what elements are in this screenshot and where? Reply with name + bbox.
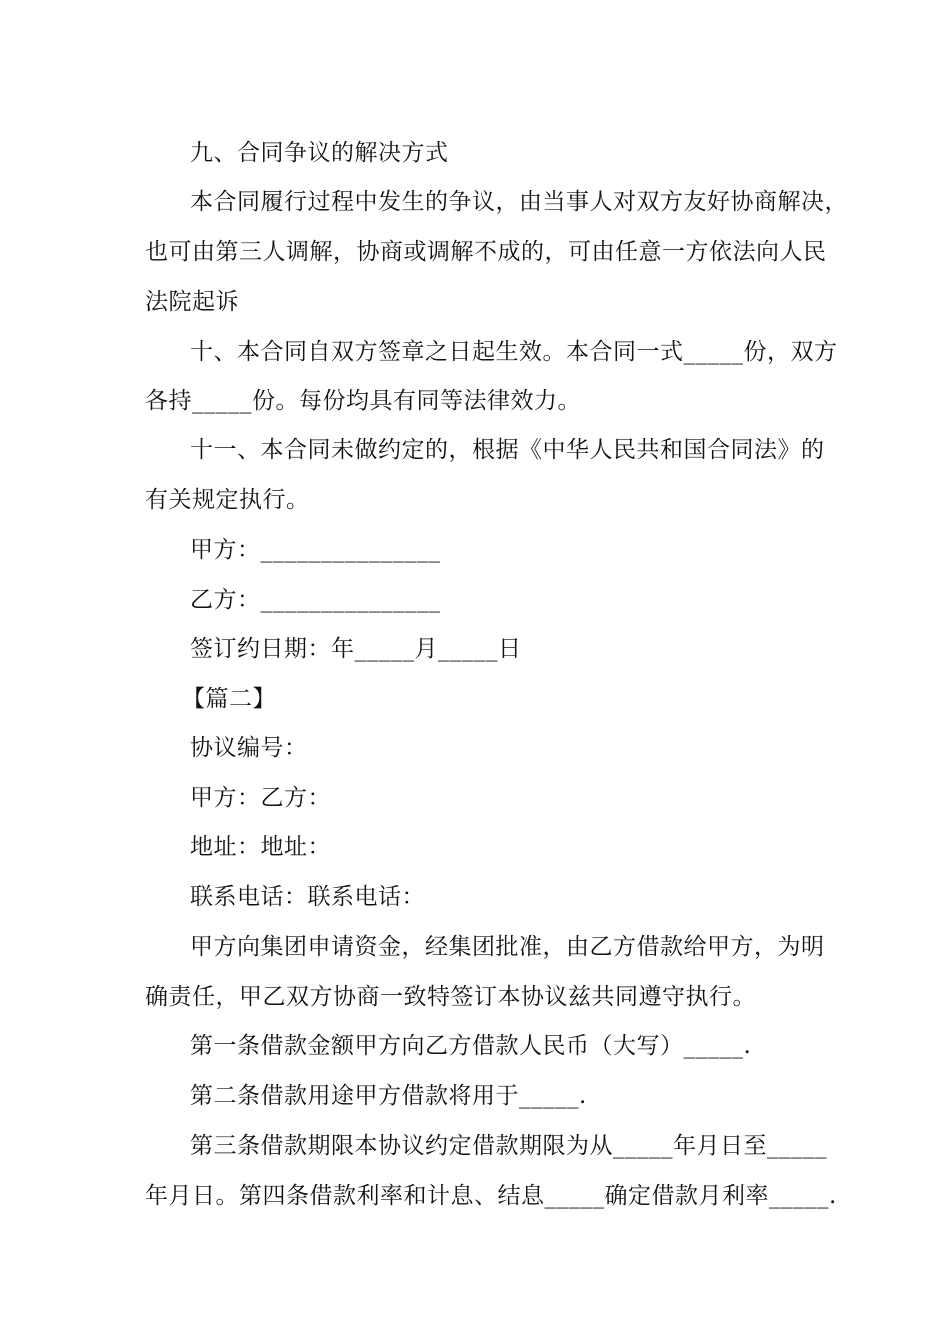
article-three-line: 第三条借款期限本协议约定借款期限为从_____年月日至_____ — [190, 1133, 827, 1159]
article-one-line: 第一条借款金额甲方向乙方借款人民币（大写）_____. — [190, 1033, 752, 1059]
paragraph-line: 法院起诉 — [145, 289, 239, 315]
paragraph-line: 也可由第三人调解，协商或调解不成的，可由任意一方依法向人民 — [145, 239, 827, 265]
party-a-signature-line: 甲方：_______________ — [190, 537, 441, 563]
party-b-signature-line: 乙方：_______________ — [190, 587, 441, 613]
paragraph-line: 甲方向集团申请资金，经集团批准，由乙方借款给甲方，为明 — [190, 934, 825, 960]
section-heading-dispute-resolution: 九、合同争议的解决方式 — [190, 140, 449, 166]
paragraph-line: 确责任，甲乙双方协商一致特签订本协议兹共同遵守执行。 — [145, 984, 756, 1010]
section-title-part-two: 【篇二】 — [182, 686, 276, 712]
paragraph-line: 本合同履行过程中发生的争议，由当事人对双方友好协商解决， — [190, 189, 848, 215]
paragraph-line: 有关规定执行。 — [145, 487, 310, 513]
article-two-line: 第二条借款用途甲方借款将用于_____. — [190, 1083, 587, 1109]
address-line: 地址：地址： — [190, 834, 331, 860]
paragraph-line: 十一、本合同未做约定的，根据《中华人民共和国合同法》的 — [190, 437, 825, 463]
parties-line: 甲方：乙方： — [190, 785, 331, 811]
paragraph-line: 十、本合同自双方签章之日起生效。本合同一式_____份，双方 — [190, 339, 838, 365]
paragraph-line: 各持_____份。每份均具有同等法律效力。 — [145, 388, 581, 414]
signing-date-line: 签订约日期：年_____月_____日 — [190, 636, 522, 662]
agreement-number-line: 协议编号： — [190, 735, 308, 761]
article-four-line: 年月日。第四条借款利率和计息、结息_____确定借款月利率_____. — [145, 1183, 837, 1209]
phone-line: 联系电话：联系电话： — [190, 884, 425, 910]
